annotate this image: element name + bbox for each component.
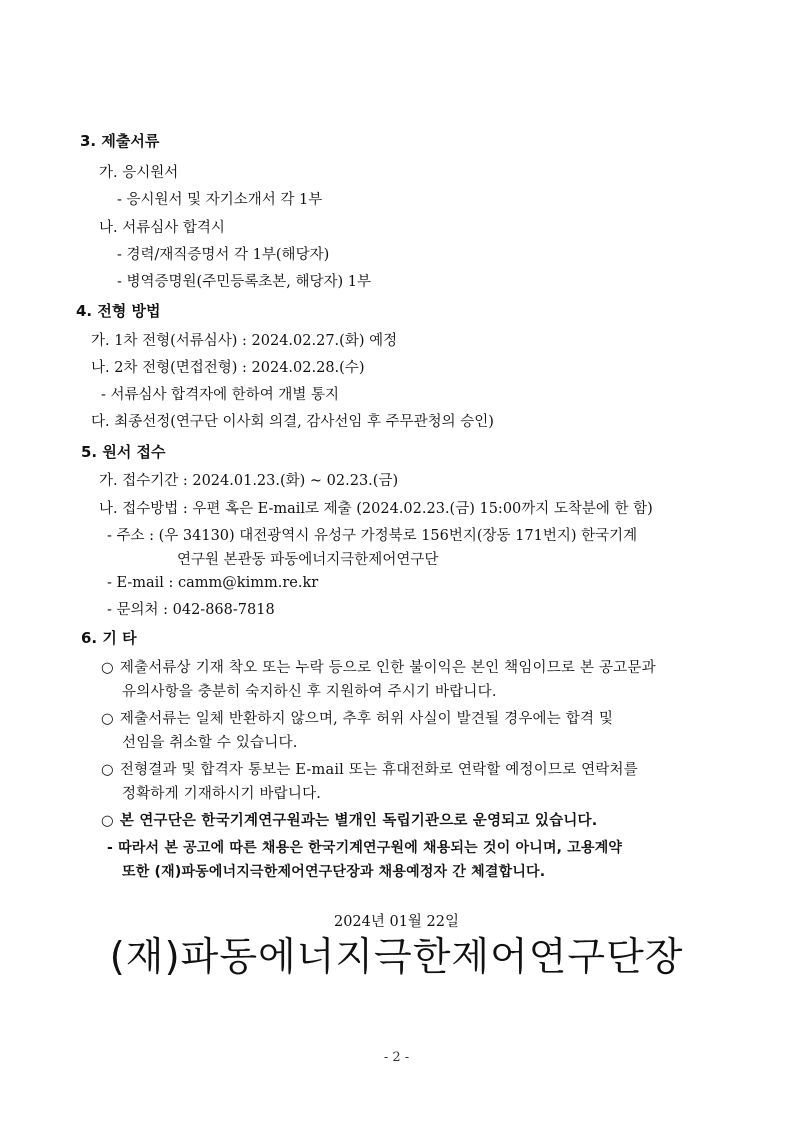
issuer-title: (재)파동에너지극한제어연구단장 [109,935,684,980]
notice-2-text: 제출서류는 일체 반환하지 않으며, 추후 허위 사실이 발견될 경우에는 합격 및 [119,711,614,727]
section-5-heading: 5. 원서 접수 [81,443,166,461]
notice-5-line-1: - 따라서 본 공고에 따른 채용은 한국기계연구원에 채용되는 것이 아니며, 고용계약 [107,840,623,856]
circle-bullet-icon: ○ [101,660,114,676]
notice-1-text: 제출서류상 기재 착오 또는 누락 등으로 인한 불이익은 본인 책임이므로 본 공고문과 [119,660,656,676]
notice-3-line-1 [101,760,638,780]
section-3-item-b: 나. 서류심사 합격시 [99,220,225,236]
section-3-item-b-detail-1: - 경력/재직증명서 각 1부(해당자) [117,247,330,263]
notice-5-line-2: 또한 (재)파동에너지극한제어연구단장과 채용예정자 간 체결합니다. [122,864,546,880]
notice-2-line-2: 선임을 취소할 수 있습니다. [122,735,298,751]
notice-2-line-1 [101,709,613,729]
notice-3-line-2: 정확하게 기재하시기 바랍니다. [122,786,322,802]
section-4-item-b-detail: - 서류심사 합격자에 한하여 개별 통지 [101,387,340,403]
section-4-item-a: 가. 1차 전형(서류심사) : 2024.02.27.(화) 예정 [91,333,398,349]
section-5-address-line-1: - 주소 : (우 34130) 대전광역시 유성구 가정북로 156번지(장동 171번지) 한국기계 [107,528,638,544]
circle-bullet-icon: ○ [101,711,114,727]
section-5-phone: - 문의처 : 042-868-7818 [107,602,275,618]
notice-4-text: 본 연구단은 한국기계연구원과는 별개인 독립기관으로 운영되고 있습니다. [119,813,598,829]
section-5-item-b: 나. 접수방법 : 우편 혹은 E-mail로 제출 (2024.02.23.(금) 15:00까지 도착분에 한 함) [99,501,653,517]
notice-1-line-2: 유의사항을 충분히 숙지하신 후 지원하여 주시기 바랍니다. [122,684,497,700]
notice-1-line-1 [101,658,656,678]
section-3-item-b-detail-2: - 병역증명원(주민등록초본, 해당자) 1부 [117,274,371,290]
section-4-item-c: 다. 최종선정(연구단 이사회 의결, 감사선임 후 주무관청의 승인) [91,414,494,430]
section-5-email: - E-mail : camm@kimm.re.kr [107,575,319,591]
announcement-date: 2024년 01월 22일 [333,914,460,930]
circle-bullet-icon: ○ [101,762,114,778]
section-6-heading: 6. 기 타 [81,629,137,647]
circle-bullet-icon: ○ [101,813,114,829]
section-4-heading: 4. 전형 방법 [76,302,161,320]
section-4-item-b: 나. 2차 전형(면접전형) : 2024.02.28.(수) [91,360,365,376]
notice-4 [101,811,597,831]
section-3-item-a-detail: - 응시원서 및 자기소개서 각 1부 [117,192,323,208]
page-number: - 2 - [383,1050,410,1065]
notice-3-text: 전형결과 및 합격자 통보는 E-mail 또는 휴대전화로 연락할 예정이므로 연락처를 [119,762,638,778]
section-5-address-line-2: 연구원 본관동 파동에너지극한제어연구단 [177,552,439,568]
section-3-heading: 3. 제출서류 [80,132,160,150]
section-5-item-a: 가. 접수기간 : 2024.01.23.(화) ~ 02.23.(금) [99,473,399,489]
section-3-item-a: 가. 응시원서 [99,165,179,181]
